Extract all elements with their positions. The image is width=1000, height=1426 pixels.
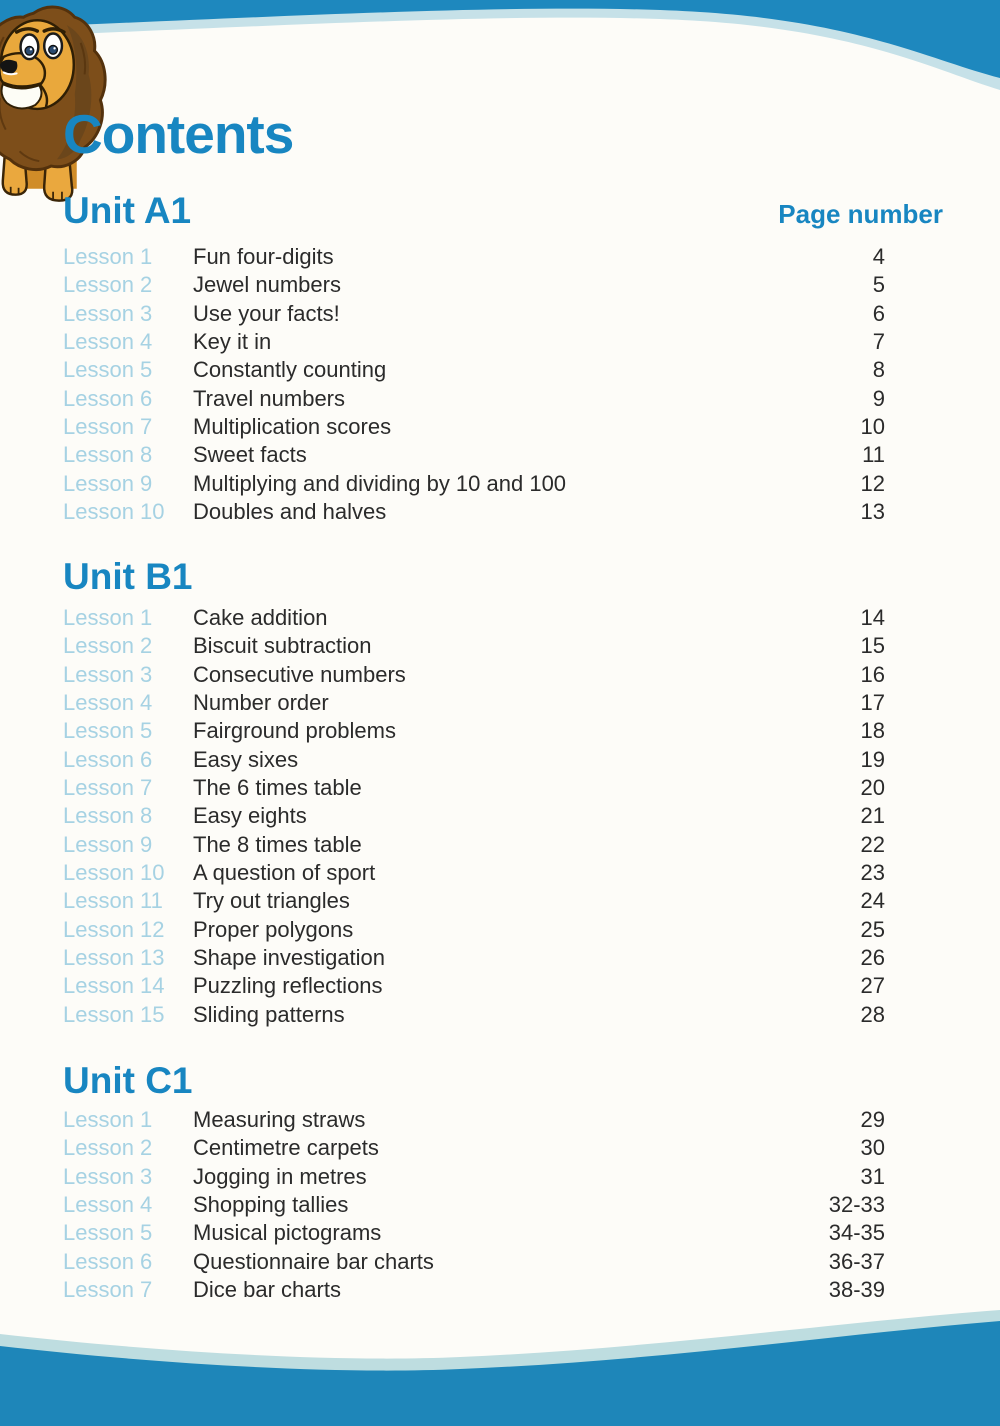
toc-row	[63, 328, 943, 356]
lesson-title: Proper polygons	[193, 916, 354, 942]
lesson-number-label: Lesson 5	[63, 718, 153, 744]
toc-row	[63, 1248, 943, 1276]
lesson-number-label: Lesson 13	[63, 945, 165, 971]
lesson-number-label: Lesson 2	[63, 1135, 153, 1161]
lesson-title: The 6 times table	[193, 775, 362, 801]
lesson-page-number: 38-39	[828, 1277, 885, 1303]
toc-row	[63, 746, 943, 774]
lesson-number-label: Lesson 9	[63, 470, 153, 496]
toc-row	[63, 470, 943, 498]
toc-row	[63, 1276, 943, 1304]
lesson-page-number: 7	[872, 329, 885, 355]
lesson-page-number: 26	[860, 945, 885, 971]
lesson-page-number: 21	[860, 803, 885, 829]
lesson-title: Easy eights	[193, 803, 307, 829]
lesson-number-label: Lesson 2	[63, 633, 153, 659]
lesson-page-number: 34-35	[828, 1220, 885, 1246]
lesson-number-label: Lesson 6	[63, 746, 153, 772]
lesson-number-label: Lesson 6	[63, 385, 153, 411]
toc-row	[63, 916, 943, 944]
lesson-page-number: 11	[862, 442, 885, 468]
lesson-page-number: 5	[872, 272, 885, 298]
lesson-title: Easy sixes	[193, 746, 299, 772]
lesson-title: Shape investigation	[193, 945, 386, 971]
lesson-title: Number order	[193, 690, 329, 716]
toc-row	[63, 498, 943, 526]
lesson-title: Shopping tallies	[193, 1192, 349, 1218]
lesson-title: Jewel numbers	[193, 272, 341, 298]
lesson-number-label: Lesson 10	[63, 860, 165, 886]
toc-row	[63, 356, 943, 384]
toc-row	[63, 972, 943, 1000]
lesson-number-label: Lesson 5	[63, 1220, 153, 1246]
toc-row	[63, 413, 943, 441]
lesson-number-label: Lesson 11	[63, 888, 163, 914]
lesson-page-number: 20	[860, 775, 885, 801]
lesson-number-label: Lesson 15	[63, 1001, 165, 1027]
toc-row	[63, 1001, 943, 1029]
unit-b1-heading	[63, 556, 943, 598]
lesson-title: Fun four-digits	[193, 244, 334, 269]
toc-row	[63, 859, 943, 887]
lesson-page-number: 4	[872, 244, 885, 269]
lesson-title: Consecutive numbers	[193, 661, 406, 687]
lesson-page-number: 22	[860, 831, 885, 857]
lesson-number-label: Lesson 12	[63, 916, 165, 942]
lesson-title: Dice bar charts	[193, 1277, 341, 1303]
lesson-page-number: 23	[860, 860, 885, 886]
lesson-number-label: Lesson 7	[63, 775, 153, 801]
toc-row	[63, 689, 943, 717]
lesson-number-label: Lesson 5	[63, 357, 153, 383]
lesson-title: Questionnaire bar charts	[193, 1248, 434, 1274]
toc-row	[63, 831, 943, 859]
lesson-page-number: 10	[860, 414, 885, 440]
lesson-number-label: Lesson 1	[63, 605, 153, 630]
lesson-title: Musical pictograms	[193, 1220, 382, 1246]
toc-row	[63, 944, 943, 972]
lesson-title: A question of sport	[193, 860, 376, 886]
footer-wave-decoration	[0, 1306, 1000, 1426]
lesson-number-label: Lesson 4	[63, 329, 153, 355]
lesson-page-number: 6	[872, 300, 885, 326]
lesson-title: Fairground problems	[193, 718, 396, 744]
lesson-page-number: 30	[860, 1135, 885, 1161]
lesson-title: Travel numbers	[193, 385, 346, 411]
unit-c1-heading	[63, 1060, 943, 1102]
lesson-number-label: Lesson 3	[63, 300, 153, 326]
unit-title: Unit B1	[63, 556, 193, 597]
lesson-number-label: Lesson 2	[63, 272, 153, 298]
toc-row	[63, 802, 943, 830]
lesson-page-number: 36-37	[828, 1248, 885, 1274]
unit-a1-lesson-list	[63, 243, 943, 526]
toc-row	[63, 661, 943, 689]
unit-title: Unit C1	[63, 1060, 193, 1101]
lesson-page-number: 28	[860, 1001, 885, 1027]
toc-row	[63, 243, 943, 271]
toc-row	[63, 632, 943, 660]
lesson-page-number: 9	[872, 385, 885, 411]
lesson-page-number: 12	[860, 470, 885, 496]
lesson-number-label: Lesson 8	[63, 442, 153, 468]
lesson-number-label: Lesson 9	[63, 831, 153, 857]
lesson-page-number: 32-33	[828, 1192, 885, 1218]
unit-b1-lesson-list	[63, 604, 943, 1029]
toc-row	[63, 1106, 943, 1134]
unit-title: Unit A1	[63, 190, 192, 231]
lesson-title: Biscuit subtraction	[193, 633, 372, 659]
lesson-title: Sweet facts	[193, 442, 307, 468]
lesson-number-label: Lesson 8	[63, 803, 153, 829]
page-title: Contents	[63, 103, 294, 165]
lesson-title: Puzzling reflections	[193, 973, 383, 999]
lesson-title: Doubles and halves	[193, 499, 387, 525]
toc-row	[63, 385, 943, 413]
lesson-page-number: 8	[872, 357, 885, 383]
lesson-title: Centimetre carpets	[193, 1135, 379, 1161]
lesson-title: The 8 times table	[193, 831, 362, 857]
lesson-title: Measuring straws	[193, 1107, 366, 1132]
lesson-page-number: 15	[860, 633, 885, 659]
lesson-title: Sliding patterns	[193, 1001, 345, 1027]
lesson-number-label: Lesson 3	[63, 661, 153, 687]
lesson-number-label: Lesson 4	[63, 1192, 153, 1218]
toc-row	[63, 441, 943, 469]
toc-row	[63, 1134, 943, 1162]
toc-row	[63, 1219, 943, 1247]
lesson-page-number: 31	[860, 1163, 885, 1189]
page-number-column-header: Page number	[778, 199, 943, 229]
lesson-page-number: 13	[860, 499, 885, 525]
lesson-page-number: 29	[860, 1107, 885, 1132]
toc-row	[63, 774, 943, 802]
lesson-page-number: 19	[860, 746, 885, 772]
lesson-number-label: Lesson 7	[63, 1277, 153, 1303]
lesson-title: Try out triangles	[193, 888, 350, 914]
toc-row	[63, 604, 943, 632]
unit-a1-heading	[63, 190, 943, 232]
lesson-number-label: Lesson 6	[63, 1248, 153, 1274]
lesson-number-label: Lesson 4	[63, 690, 153, 716]
lesson-page-number: 14	[860, 605, 885, 630]
lesson-page-number: 24	[860, 888, 885, 914]
lesson-number-label: Lesson 10	[63, 499, 165, 525]
lesson-title: Jogging in metres	[193, 1163, 367, 1189]
lesson-page-number: 18	[860, 718, 885, 744]
lesson-title: Multiplying and dividing by 10 and 100	[193, 470, 567, 496]
lesson-title: Key it in	[193, 329, 272, 355]
lesson-number-label: Lesson 14	[63, 973, 165, 999]
lesson-title: Multiplication scores	[193, 414, 392, 440]
toc-row	[63, 1163, 943, 1191]
lesson-number-label: Lesson 1	[63, 1107, 153, 1132]
lesson-number-label: Lesson 1	[63, 244, 153, 269]
lesson-number-label: Lesson 3	[63, 1163, 153, 1189]
lesson-number-label: Lesson 7	[63, 414, 153, 440]
toc-row	[63, 271, 943, 299]
toc-row	[63, 887, 943, 915]
lesson-page-number: 27	[860, 973, 885, 999]
toc-row	[63, 717, 943, 745]
toc-row	[63, 1191, 943, 1219]
toc-row	[63, 300, 943, 328]
lesson-title: Cake addition	[193, 605, 328, 630]
lesson-page-number: 17	[860, 690, 885, 716]
lesson-page-number: 16	[860, 661, 885, 687]
unit-c1-lesson-list	[63, 1106, 943, 1304]
lesson-page-number: 25	[860, 916, 885, 942]
lesson-title: Use your facts!	[193, 300, 340, 326]
lesson-title: Constantly counting	[193, 357, 387, 383]
